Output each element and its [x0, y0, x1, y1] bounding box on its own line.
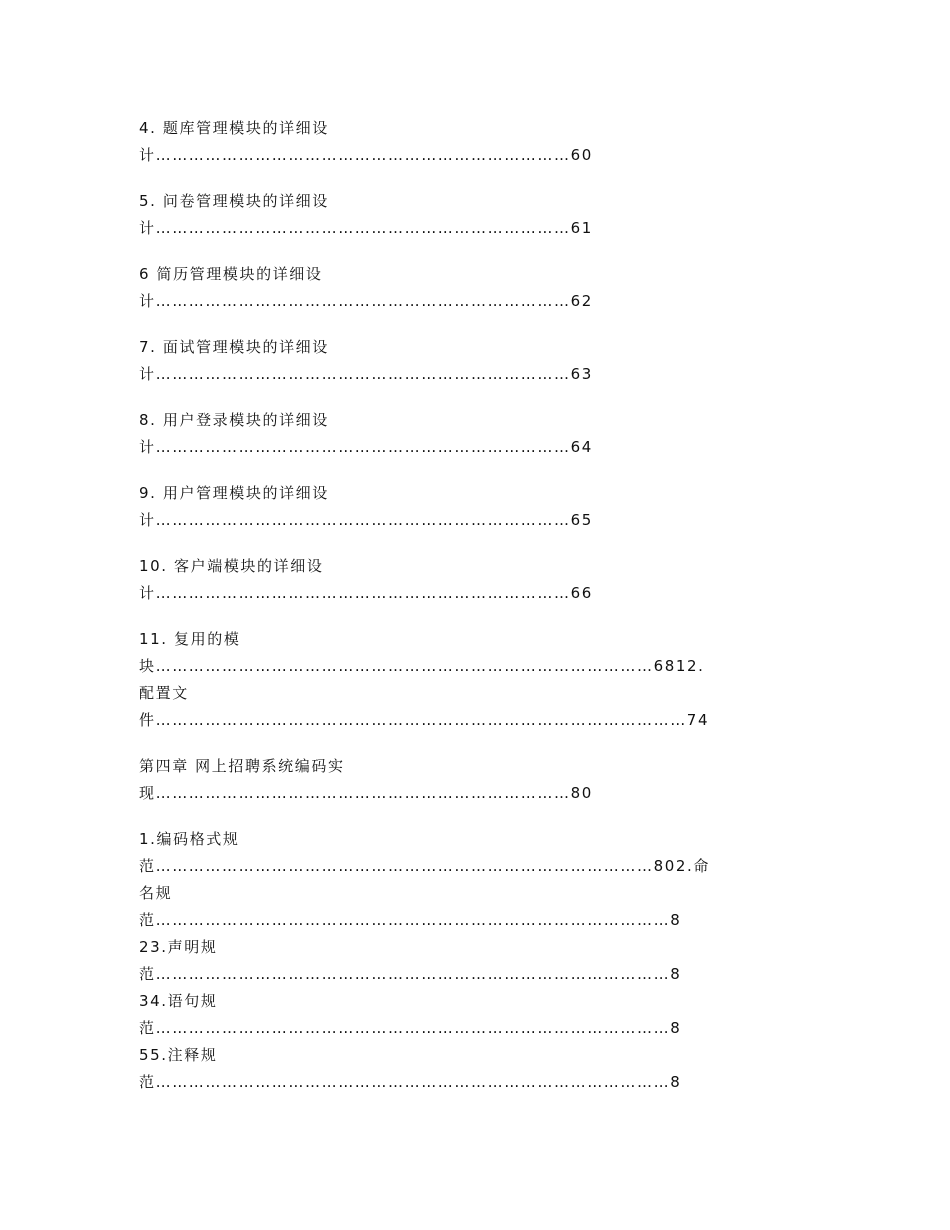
toc-entry-title: 11. 复用的模 [139, 630, 241, 648]
toc-entry-title: 5. 问卷管理模块的详细设 [139, 192, 329, 210]
toc-entry-leader: 范…………………………………………………………………………………8 [139, 1019, 682, 1037]
toc-entry-leader: 件……………………………………………………………………………………74 [139, 711, 710, 729]
toc-entry-title: 名规 [139, 884, 173, 902]
toc-entry-title: 55.注释规 [139, 1046, 218, 1064]
toc-entry-title: 7. 面试管理模块的详细设 [139, 338, 329, 356]
toc-entry-leader: 计…………………………………………………………………61 [139, 219, 593, 237]
toc-entry-leader: 计…………………………………………………………………65 [139, 511, 593, 529]
toc-entry-leader: 现…………………………………………………………………80 [139, 784, 593, 802]
toc-entry-leader: 计…………………………………………………………………62 [139, 292, 593, 310]
toc-entry-title: 8. 用户登录模块的详细设 [139, 411, 329, 429]
toc-entry-title: 34.语句规 [139, 992, 218, 1010]
toc-entry-title: 9. 用户管理模块的详细设 [139, 484, 329, 502]
toc-entry-leader: 范…………………………………………………………………………………8 [139, 911, 682, 929]
toc-entry-title: 1.编码格式规 [139, 830, 240, 848]
toc-entry-leader: 计…………………………………………………………………60 [139, 146, 593, 164]
toc-entry-title: 23.声明规 [139, 938, 218, 956]
toc-entry-title: 4. 题库管理模块的详细设 [139, 119, 329, 137]
toc-entry-leader: 计…………………………………………………………………64 [139, 438, 593, 456]
toc-entry-leader: 范…………………………………………………………………………………8 [139, 1073, 682, 1091]
toc-entry-title: 10. 客户端模块的详细设 [139, 557, 324, 575]
toc-entry-leader: 计…………………………………………………………………63 [139, 365, 593, 383]
toc-entry-title: 配置文 [139, 684, 189, 702]
toc-entry-leader: 计…………………………………………………………………66 [139, 584, 593, 602]
toc-entry-leader: 范………………………………………………………………………………802.命 [139, 857, 710, 875]
toc-entry-leader: 范…………………………………………………………………………………8 [139, 965, 682, 983]
toc-entry-leader: 块………………………………………………………………………………6812. [139, 657, 705, 675]
toc-entry-title: 6 简历管理模块的详细设 [139, 265, 323, 283]
toc-chapter-title: 第四章 网上招聘系统编码实 [139, 757, 345, 775]
